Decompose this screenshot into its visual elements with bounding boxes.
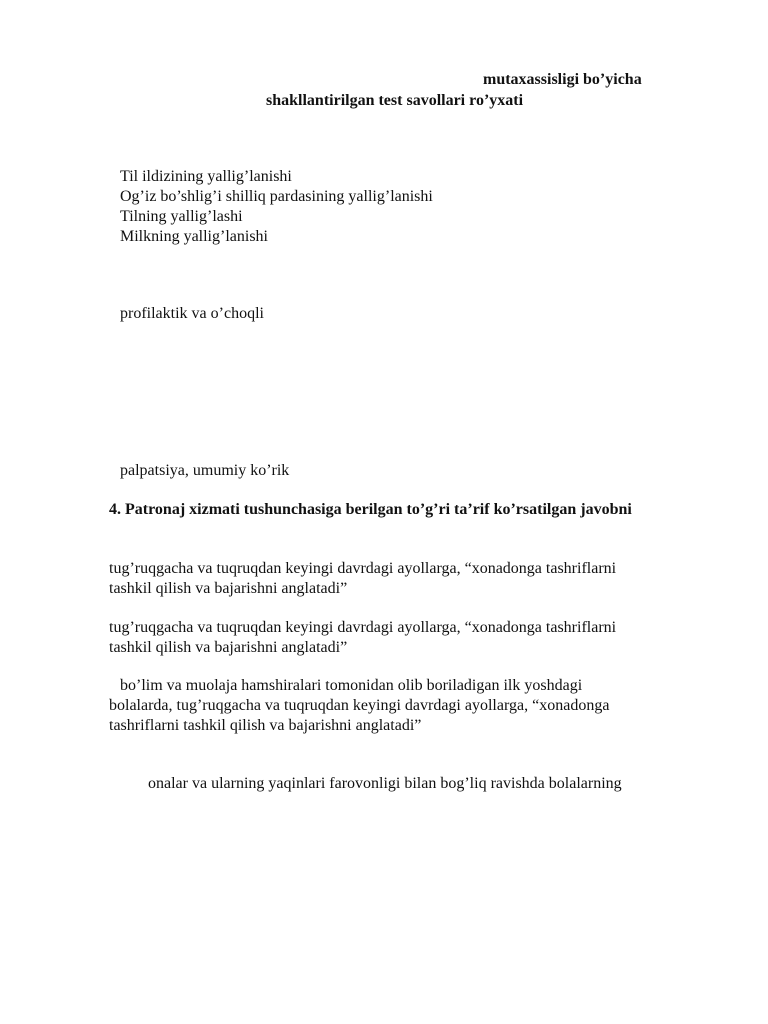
- answer-b-line-2: tashkil qilish va bajarishni anglatadi”: [109, 639, 348, 656]
- header-line-2: shakllantirilgan test savollari ro’yxati: [266, 92, 524, 109]
- answer-a-line-1: tug’ruqgacha va tuqruqdan keyingi davrdagi ayollarga, “xonadonga tashriflarni: [109, 560, 617, 577]
- option-4: Milkning yallig’lanishi: [120, 228, 268, 245]
- option-3: Tilning yallig’lashi: [120, 208, 243, 225]
- question-4-text: 4. Patronaj xizmati tushunchasiga berilgan to’g’ri ta’rif ko’rsatilgan javobni: [109, 501, 632, 518]
- answer-c-line-2: bolalarda, tug’ruqgacha va tuqruqdan keyingi davrdagi ayollarga, “xonadonga: [109, 697, 610, 714]
- answer-block-2: profilaktik va o’choqli: [120, 305, 264, 322]
- option-2: Og’iz bo’shlig’i shilliq pardasining yallig’lanishi: [120, 188, 433, 205]
- answer-a-line-2: tashkil qilish va bajarishni anglatadi”: [109, 580, 348, 597]
- answer-c-line-3: tashriflarni tashkil qilish va bajarishni anglatadi”: [109, 717, 422, 734]
- question-4-answer-d: onalar va ularning yaqinlari farovonligi bilan bog’liq ravishda bolalarning: [148, 775, 622, 792]
- header-line-1: mutaxassisligi bo’yicha: [483, 71, 642, 88]
- answer-b-line-1: tug’ruqgacha va tuqruqdan keyingi davrdagi ayollarga, “xonadonga tashriflarni: [109, 619, 617, 636]
- option-1: Til ildizining yallig’lanishi: [120, 168, 292, 185]
- answer-block-3: palpatsiya, umumiy ko’rik: [120, 462, 290, 479]
- answer-c-line-1: bo’lim va muolaja hamshiralari tomonidan olib boriladigan ilk yoshdagi: [120, 677, 583, 694]
